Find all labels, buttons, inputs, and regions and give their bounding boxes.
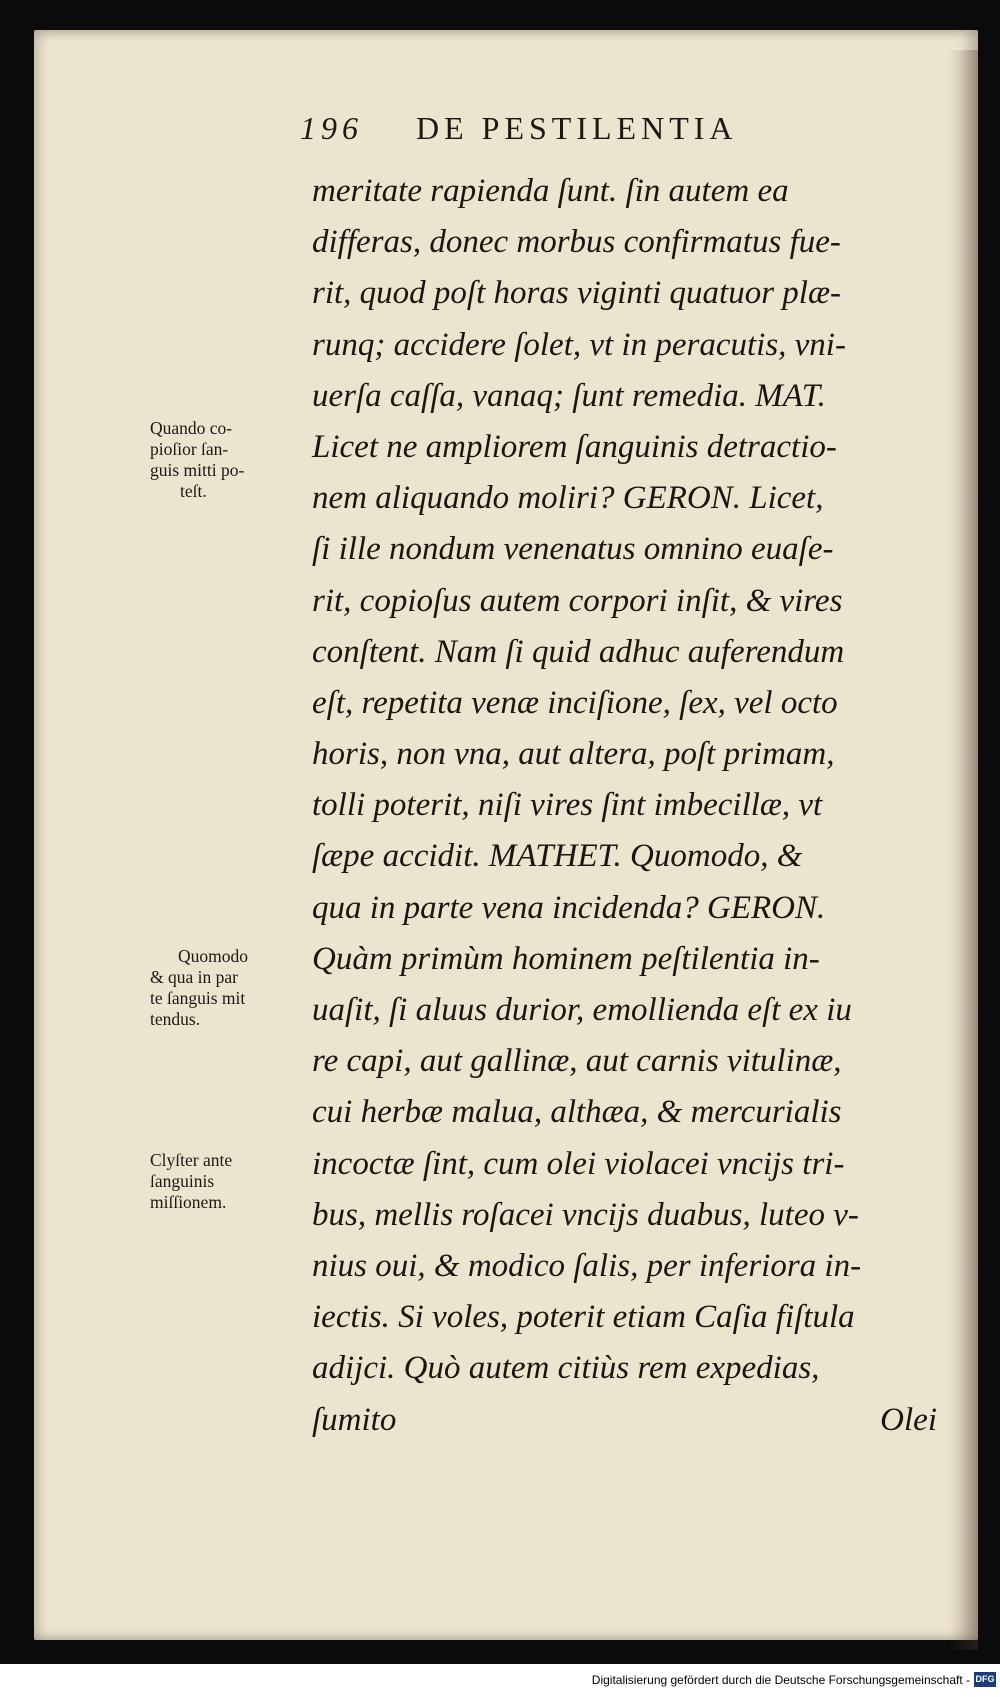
text-line: ſi ille nondum venenatus omnino euaſe- xyxy=(312,531,834,568)
text-line: conſtent. Nam ſi quid adhuc auferendum xyxy=(312,633,845,670)
text-line: eſt, repetita venæ inciſione, ſex, vel octo xyxy=(312,684,838,721)
catchword-line xyxy=(312,1395,937,1446)
margin-note-line: ſanguinis xyxy=(150,1171,215,1191)
text-line: rit, quod poſt horas viginti quatuor plæ- xyxy=(312,275,841,312)
text-line: differas, donec morbus confirmatus fue- xyxy=(312,224,841,261)
text-line: cui herbæ malua, althæa, & mercurialis xyxy=(312,1094,842,1131)
text-line: meritate rapienda ſunt. ſin autem ea xyxy=(312,173,789,209)
page-number: 196 xyxy=(300,110,363,146)
text-line: Licet ne ampliorem ſanguinis detractio- xyxy=(312,428,837,465)
text-line: bus, mellis roſacei vncijs duabus, luteo v- xyxy=(312,1196,859,1233)
catchword-right: Olei xyxy=(880,1401,937,1438)
body-text xyxy=(312,166,952,1446)
margin-note-line: Quomodo xyxy=(178,946,248,966)
margin-note-quando xyxy=(150,418,308,502)
text-line: qua in parte vena incidenda? GERON. xyxy=(312,889,826,926)
text-line: iectis. Si voles, poterit etiam Caſia fiſtula xyxy=(312,1299,855,1336)
page-edge-shadow xyxy=(948,50,978,1650)
catchword-left: ſumito xyxy=(312,1401,397,1438)
text-line: uerſa caſſa, vanaq; ſunt remedia. MAT. xyxy=(312,377,826,414)
text-line: rit, copioſus autem corpori inſit, & vires xyxy=(312,582,843,619)
margin-note-line: Quando co- xyxy=(150,418,233,438)
text-line: nius oui, & modico ſalis, per inferiora in- xyxy=(312,1247,862,1284)
margin-note-line: pioſior ſan- xyxy=(150,439,229,459)
running-head xyxy=(300,110,900,160)
text-line: nem aliquando moliri? GERON. Licet, xyxy=(312,480,824,517)
text-line: adijci. Quò autem citiùs rem expedias, xyxy=(312,1350,820,1387)
margin-note-clyster xyxy=(150,1150,308,1213)
text-line: re capi, aut gallinæ, aut carnis vitulinæ, xyxy=(312,1043,842,1080)
margin-note-line: guis mitti po- xyxy=(150,460,245,480)
margin-note-line: tendus. xyxy=(150,1009,201,1029)
funding-notice: Digitalisierung gefördert durch die Deutsche Forschungsgemeinschaft - xyxy=(591,1673,970,1687)
text-line: uaſit, ſi aluus durior, emollienda eſt ex iu xyxy=(312,992,852,1028)
running-title: DE PESTILENTIA xyxy=(416,110,738,146)
margin-note-line: teſt. xyxy=(180,481,207,501)
text-line: ſæpe accidit. MATHET. Quomodo, & xyxy=(312,838,803,875)
text-line: runq; accidere ſolet, vt in peracutis, vni- xyxy=(312,326,846,363)
margin-note-line: Clyſter ante xyxy=(150,1150,233,1170)
dfg-logo-icon: DFG xyxy=(974,1672,996,1687)
text-line: incoctæ ſint, cum olei violacei vncijs tri- xyxy=(312,1145,845,1182)
footer-bar xyxy=(0,1664,1000,1697)
margin-note-line: te ſanguis mit xyxy=(150,988,246,1008)
text-line: horis, non vna, aut altera, poſt primam, xyxy=(312,736,835,773)
margin-note-quomodo xyxy=(150,946,308,1030)
margin-note-line: & qua in par xyxy=(150,967,238,987)
margin-note-line: miſſionem. xyxy=(150,1192,227,1212)
text-line: Quàm primùm hominem peſtilentia in- xyxy=(312,940,820,977)
text-line: tolli poterit, niſi vires ſint imbecillæ, vt xyxy=(312,787,823,824)
